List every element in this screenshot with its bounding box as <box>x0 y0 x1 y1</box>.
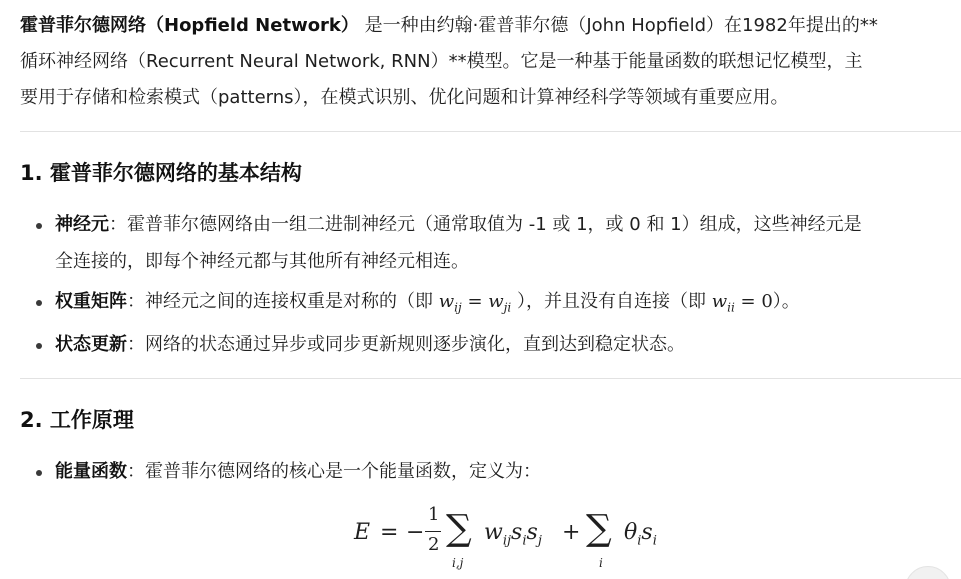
sum-symbol-2: ∑ <box>586 508 612 549</box>
bullet-state-update <box>55 336 685 354</box>
sum-symbol-1: ∑ <box>446 508 472 549</box>
bullet-term: 权重矩阵 <box>55 291 127 312</box>
divider <box>20 131 961 132</box>
bullet-term: 神经元 <box>55 214 109 235</box>
formula-lhs: E <box>354 520 371 545</box>
bullet-neuron-line-1 <box>55 216 862 234</box>
bullet-energy <box>55 463 541 481</box>
fraction-bar <box>425 531 441 532</box>
math-w-ii: $w_{ii}$ <box>711 291 735 315</box>
formula-numerator: 1 <box>428 504 440 525</box>
term-w: $w_{ij}s_is_j$ <box>484 520 542 549</box>
bullet-term: 状态更新 <box>55 334 127 355</box>
scroll-to-bottom-button[interactable] <box>905 566 951 579</box>
bullet-term: 能量函数 <box>55 461 127 482</box>
formula-denominator: 2 <box>428 534 440 555</box>
formula-equals: = <box>380 520 399 545</box>
bullet-text: ）。 <box>772 291 800 312</box>
math-equals-zero: = 0 <box>734 291 773 312</box>
bullet-text: ：网络的状态通过异步或同步更新规则逐步演化，直到达到稳定状态。 <box>127 334 685 355</box>
math-w-ij: $w_{ij}$ <box>438 291 462 315</box>
math-equals: = <box>461 291 489 312</box>
intro-line-1-text: 是一种由约翰·霍普菲尔德（John Hopfield）在1982年提出的** <box>364 15 878 36</box>
intro-line-3: 要用于存储和检索模式（patterns），在模式识别、优化问题和计算神经科学等领域有重要应用。 <box>20 87 789 108</box>
formula-minus: − <box>406 520 425 545</box>
bullet-dot <box>36 223 42 229</box>
bullet-text: ：霍普菲尔德网络由一组二进制神经元（通常取值为 -1 或 1，或 0 和 1）组成，这些神经元是 <box>109 214 862 235</box>
math-w-ji: $w_{ji}$ <box>488 291 512 315</box>
bullet-neuron-line-2: 全连接的，即每个神经元都与其他所有神经元相连。 <box>55 251 469 272</box>
divider <box>20 378 961 379</box>
section-1-heading: 1. 霍普菲尔德网络的基本结构 <box>20 161 302 185</box>
bullet-weights <box>55 293 800 314</box>
intro-line-2: 循环神经网络（Recurrent Neural Network, RNN）**模型。它是一种基于能量函数的联想记忆模型，主 <box>20 51 863 72</box>
bullet-dot <box>36 470 42 476</box>
intro-line-1 <box>20 17 878 35</box>
bullet-text: ：霍普菲尔德网络的核心是一个能量函数，定义为： <box>127 461 541 482</box>
term-theta: $\theta_is_i$ <box>624 520 657 549</box>
sum-1-subscript: i,j <box>452 556 464 570</box>
bullet-dot <box>36 300 42 306</box>
bullet-dot <box>36 343 42 349</box>
sum-2-subscript: i <box>599 556 603 570</box>
section-2-heading: 2. 工作原理 <box>20 408 134 432</box>
bullet-text: ），并且没有自连接（即 <box>516 291 706 312</box>
bullet-text: ：神经元之间的连接权重是对称的（即 <box>127 291 433 312</box>
intro-title: 霍普菲尔德网络（Hopfield Network） <box>20 15 359 36</box>
formula-plus: + <box>562 520 581 545</box>
